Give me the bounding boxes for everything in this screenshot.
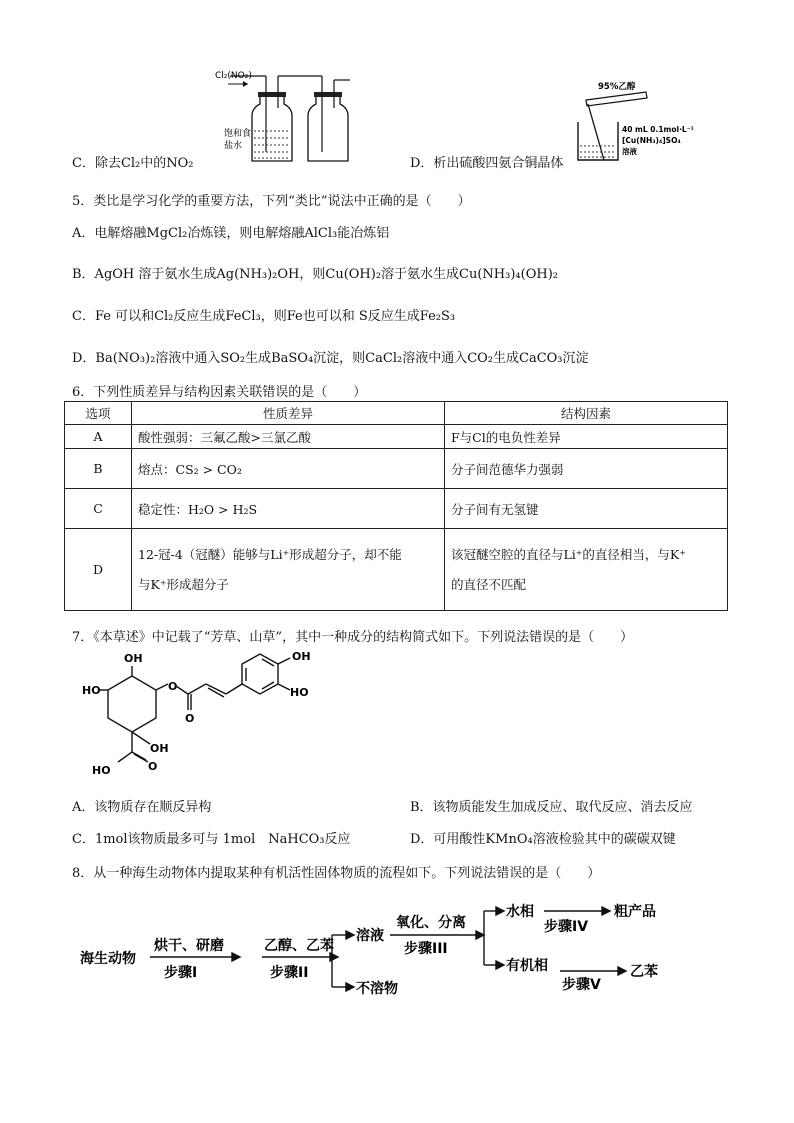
table-row — [65, 449, 728, 489]
solution-label-3: 溶液 — [622, 147, 637, 156]
row-option: D — [65, 529, 132, 611]
row-structure: F与Cl的电负性差异 — [445, 425, 728, 449]
q6-table — [64, 401, 728, 611]
flow-aqueous: 水相 — [506, 904, 534, 920]
flow-step2-top: 乙醇、乙苯 — [264, 938, 334, 954]
row-property: 熔点：CS₂ > CO₂ — [132, 449, 445, 489]
liquid-label-2: 盐水 — [224, 141, 243, 151]
flow-step3-top: 氧化、分离 — [396, 915, 466, 931]
header-option: 选项 — [65, 402, 132, 425]
oh-para-label: OH — [292, 650, 311, 663]
flow-ethylbenzene: 乙苯 — [630, 964, 658, 980]
flow-step4: 步骤IV — [544, 919, 589, 935]
row-property — [132, 529, 445, 611]
q7-option-a: A．该物质存在顺反异构 — [72, 800, 212, 815]
crystallization-figure — [560, 80, 710, 165]
q5-option-c: C．Fe 可以和Cl₂反应生成FeCl₃，则Fe也可以和 S反应生成Fe₂S₃ — [72, 309, 456, 324]
liquid-label-1: 饱和食 — [224, 129, 252, 139]
q7-option-b: B．该物质能发生加成反应、取代反应、消去反应 — [410, 800, 693, 815]
q5-option-a: A．电解熔融MgCl₂冶炼镁，则电解熔融AlCl₃能冶炼铝 — [72, 226, 390, 241]
row-structure-line-1: 该冠醚空腔的直径与Li⁺的直径相当，与K⁺ — [451, 546, 686, 562]
row-structure: 分子间有无氢键 — [445, 489, 728, 529]
table-row — [65, 529, 728, 611]
q7-stem: 7．《本草述》中记载了“芳草、山草”，其中一种成分的结构简式如下。下列说法错误的是（ ） — [72, 630, 634, 645]
row-property: 酸性强弱：三氟乙酸>三氯乙酸 — [132, 425, 445, 449]
flow-step1-bottom: 步骤I — [164, 965, 198, 981]
q5-option-d: D．Ba(NO₃)₂溶液中通入SO₂生成BaSO₄沉淀，则CaCl₂溶液中通入CO₂生成CaCO₃沉淀 — [72, 351, 589, 366]
q6-stem: 6．下列性质差异与结构因素关联错误的是（ ） — [72, 385, 367, 400]
o-ester-label: O — [168, 680, 178, 693]
header-structure: 结构因素 — [445, 402, 728, 425]
row-option: A — [65, 425, 132, 449]
oh-right-label: OH — [150, 742, 169, 755]
gas-wash-bottles-figure — [210, 66, 360, 166]
row-structure — [445, 529, 728, 611]
o-carbonyl-label: O — [185, 712, 195, 725]
q5-stem: 5．类比是学习化学的重要方法，下列“类比”说法中正确的是（ ） — [72, 194, 471, 209]
chemical-structure-figure — [82, 648, 342, 783]
q7-option-c: C．1mol该物质最多可与 1mol NaHCO₃反应 — [72, 832, 351, 847]
ho-left-label: HO — [82, 684, 101, 697]
extraction-flowchart — [74, 895, 674, 1005]
row-option: B — [65, 449, 132, 489]
ho-acid-label: HO — [92, 764, 111, 777]
flow-organic: 有机相 — [506, 958, 548, 974]
flow-solution: 溶液 — [356, 928, 384, 944]
oh-top-label: OH — [124, 652, 143, 665]
solution-label-2: [Cu(NH₃)₄]SO₄ — [622, 136, 681, 145]
flow-step5: 步骤V — [562, 977, 601, 993]
q5-option-b: B．AgOH 溶于氨水生成Ag(NH₃)₂OH，则Cu(OH)₂溶于氨水生成Cu(NH₃)₄(OH)₂ — [72, 267, 558, 282]
flow-step1-top: 烘干、研磨 — [154, 938, 224, 954]
solution-label-1: 40 mL 0.1mol·L⁻¹ — [622, 125, 694, 134]
q7-option-d: D．可用酸性KMnO₄溶液检验其中的碳碳双键 — [410, 832, 676, 847]
flow-crude: 粗产品 — [614, 904, 656, 920]
o-acid-label: O — [148, 760, 158, 773]
row-structure-line-2: 的直径不匹配 — [451, 576, 527, 592]
q8-stem: 8．从一种海生动物体内提取某种有机活性固体物质的流程如下。下列说法错误的是（ ） — [72, 866, 601, 881]
table-row — [65, 425, 728, 449]
ethanol-label: 95%乙醇 — [598, 82, 636, 92]
row-property-line-1: 12-冠-4（冠醚）能够与Li⁺形成超分子，却不能 — [138, 546, 402, 562]
gas-label: Cl₂(NO₂) — [215, 71, 252, 81]
table-row — [65, 489, 728, 529]
flow-start: 海生动物 — [80, 951, 136, 967]
row-property-line-2: 与K⁺形成超分子 — [138, 576, 229, 592]
flow-insoluble: 不溶物 — [356, 981, 398, 997]
flow-step3-bottom: 步骤III — [404, 941, 448, 957]
flow-step2-bottom: 步骤II — [270, 965, 309, 981]
q4-option-c: C．除去Cl₂中的NO₂ — [72, 156, 194, 171]
row-structure: 分子间范德华力强弱 — [445, 449, 728, 489]
q4-option-d: D．析出硫酸四氨合铜晶体 — [410, 156, 564, 171]
ho-meta-label: HO — [290, 686, 309, 699]
table-header-row — [65, 402, 728, 425]
row-property: 稳定性：H₂O > H₂S — [132, 489, 445, 529]
header-property: 性质差异 — [132, 402, 445, 425]
row-option: C — [65, 489, 132, 529]
